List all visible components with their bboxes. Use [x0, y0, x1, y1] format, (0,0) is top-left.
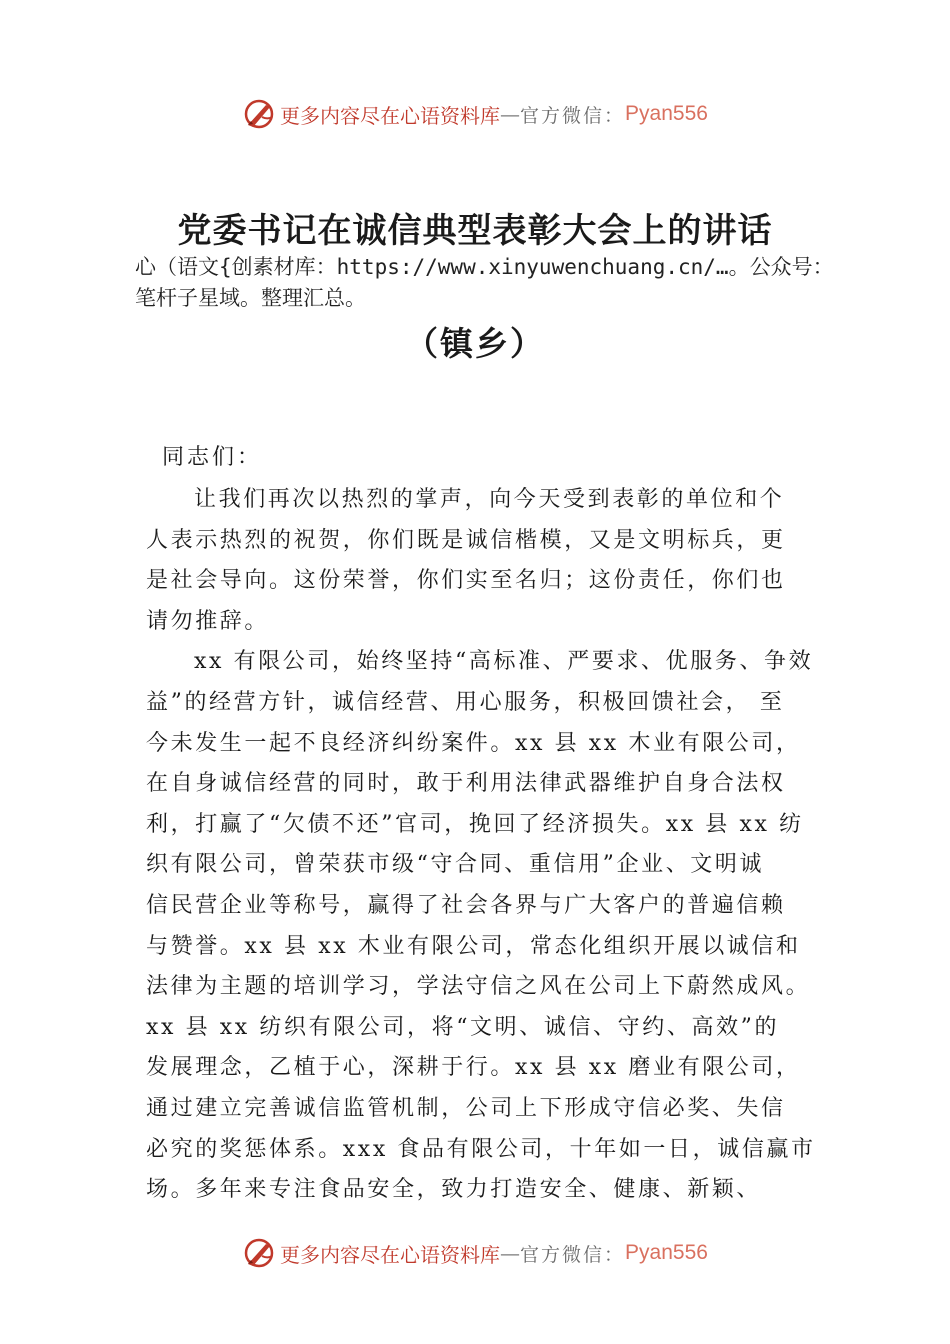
banner-separator: — — [500, 102, 521, 126]
body-line: 今未发生一起不良经济纠纷案件。xx 县 xx 木业有限公司， — [146, 730, 801, 756]
body-line: 发展理念，乙植于心，深耕于行。xx 县 xx 磨业有限公司， — [146, 1055, 801, 1081]
body-line: 必究的奖惩体系。xxx 食品有限公司，十年如一日，诚信赢市 — [146, 1136, 816, 1162]
body-line: 利，打赢了“欠债不还”官司，挽回了经济损失。xx 县 xx 纺 — [146, 811, 804, 837]
document-subtitle: （镇乡） — [405, 324, 545, 363]
body-line: 是社会导向。这份荣誉，你们实至名归；这份责任，你们也 — [146, 568, 786, 594]
body-line: 信民营企业等称号，赢得了社会各界与广大客户的普遍信赖 — [146, 892, 786, 918]
footer-separator: — — [500, 1241, 521, 1265]
banner-wechat-id: Pyan556 — [625, 102, 708, 125]
greeting: 同志们： — [162, 445, 263, 470]
body-line: 与赞誉。xx 县 xx 木业有限公司，常态化组织开展以诚信和 — [146, 933, 801, 959]
document-title: 党委书记在诚信典型表彰大会上的讲话 — [177, 211, 773, 251]
body-line: 织有限公司，曾荣获市级“守合同、重信用”企业、文明诚 — [146, 852, 765, 878]
header-banner — [0, 92, 950, 136]
banner-wechat-label: 官方微信： — [520, 104, 626, 127]
footer-wechat-label: 官方微信： — [520, 1243, 626, 1266]
footer-banner — [0, 1231, 950, 1275]
body-line: 请勿推辞。 — [146, 608, 270, 634]
pen-logo-icon — [242, 97, 276, 131]
banner-brand-text: 更多内容尽在心语资料库 — [280, 103, 501, 128]
body-line: 让我们再次以热烈的掌声，向今天受到表彰的单位和个 — [194, 487, 785, 512]
pen-logo-icon — [242, 1236, 276, 1270]
body-line: 场。多年来专注食品安全，致力打造安全、健康、新颖、 — [146, 1177, 762, 1203]
body-line: 人表示热烈的祝贺，你们既是诚信楷模，又是文明标兵，更 — [146, 527, 786, 553]
body-line: 益”的经营方针，诚信经营、用心服务，积极回馈社会， 至 — [146, 689, 785, 715]
source-note: 心（语文{创素材库：https://www.xinyuwenchuang.cn/…。公众号：笔杆子星域。整理汇总。 — [135, 255, 834, 310]
footer-wechat-id: Pyan556 — [625, 1241, 708, 1264]
body-line: 在自身诚信经营的同时，敢于利用法律武器维护自身合法权 — [146, 771, 786, 797]
footer-brand-text: 更多内容尽在心语资料库 — [280, 1242, 501, 1267]
body-line: 法律为主题的培训学习，学法守信之风在公司上下蔚然成风。 — [146, 974, 811, 1000]
speech-body — [146, 480, 836, 1211]
body-line: 通过建立完善诚信监管机制，公司上下形成守信必奖、失信 — [146, 1095, 786, 1121]
body-line: xx 县 xx 纺织有限公司，将“文明、诚信、守约、高效”的 — [146, 1014, 780, 1040]
body-line: xx 有限公司，始终坚持“高标准、严要求、优服务、争效 — [194, 649, 814, 675]
